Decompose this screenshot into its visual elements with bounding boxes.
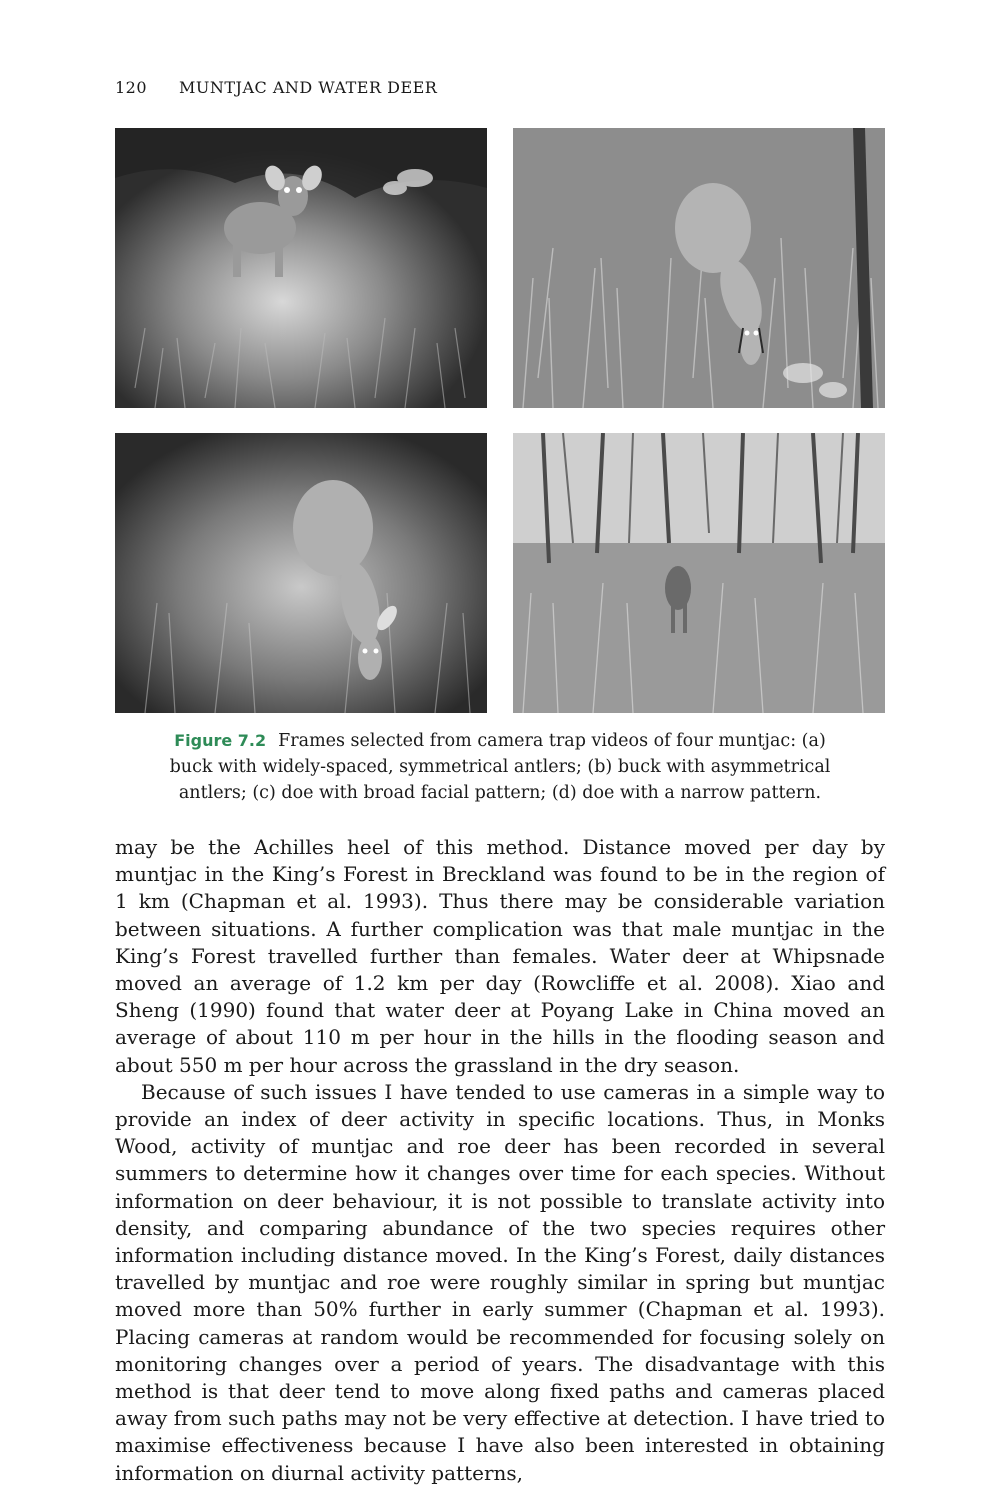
page-header: [115, 78, 885, 102]
body-text: [115, 834, 885, 1487]
page-number: 120: [115, 78, 148, 97]
figure-photo-a: [115, 128, 487, 408]
figure-label: Figure 7.2: [174, 731, 267, 750]
body-paragraph-2: Because of such issues I have tended to use cameras in a simple way to provide an index of deer activity in specific locations. Thus, in Monks Wood, activity of muntjac and roe deer has been recorded in several summers to determine how it changes over time for each species. Without information on deer behaviour, it is not possible to translate activity into density, and comparing abundance of the two species requires other information including distance moved. In the King’s Forest, daily distances travelled by muntjac and roe were roughly similar in spring but muntjac moved more than 50% further in early summer (Chapman et al. 1993). Placing cameras at random would be recommended for focusing solely on monitoring changes over a period of years. The disadvantage with this method is that deer tend to move along fixed paths and cameras placed away from such paths may not be very effective at detection. I have tried to maximise effectiveness because I have also been interested in obtaining information on diurnal activity patterns,: [115, 1079, 885, 1485]
figure-photo-d: [513, 433, 885, 713]
figure-photo-b: [513, 128, 885, 408]
running-title: MUNTJAC AND WATER DEER: [179, 78, 438, 97]
figure-caption: [160, 728, 840, 806]
figure-caption-text: Frames selected from camera trap videos of four muntjac: (a) buck with widely-spaced, symmetrical antlers; (b) buck with asymmetrical antlers; (c) doe with broad facial pattern; (d) doe with a narrow pattern.: [169, 731, 831, 803]
body-paragraph-1: may be the Achilles heel of this method. Distance moved per day by muntjac in the King’s Forest in Breckland was found to be in the region of 1 km (Chapman et al. 1993). Thus there may be considerable variation between situations. A further complication was that male muntjac in the King’s Forest travelled further than females. Water deer at Whipsnade moved an average of 1.2 km per day (Rowcliffe et al. 2008). Xiao and Sheng (1990) found that water deer at Poyang Lake in China moved an average of about 110 m per hour in the hills in the flooding season and about 550 m per hour across the grassland in the dry season.: [115, 835, 885, 1077]
figure-photo-c: [115, 433, 487, 713]
